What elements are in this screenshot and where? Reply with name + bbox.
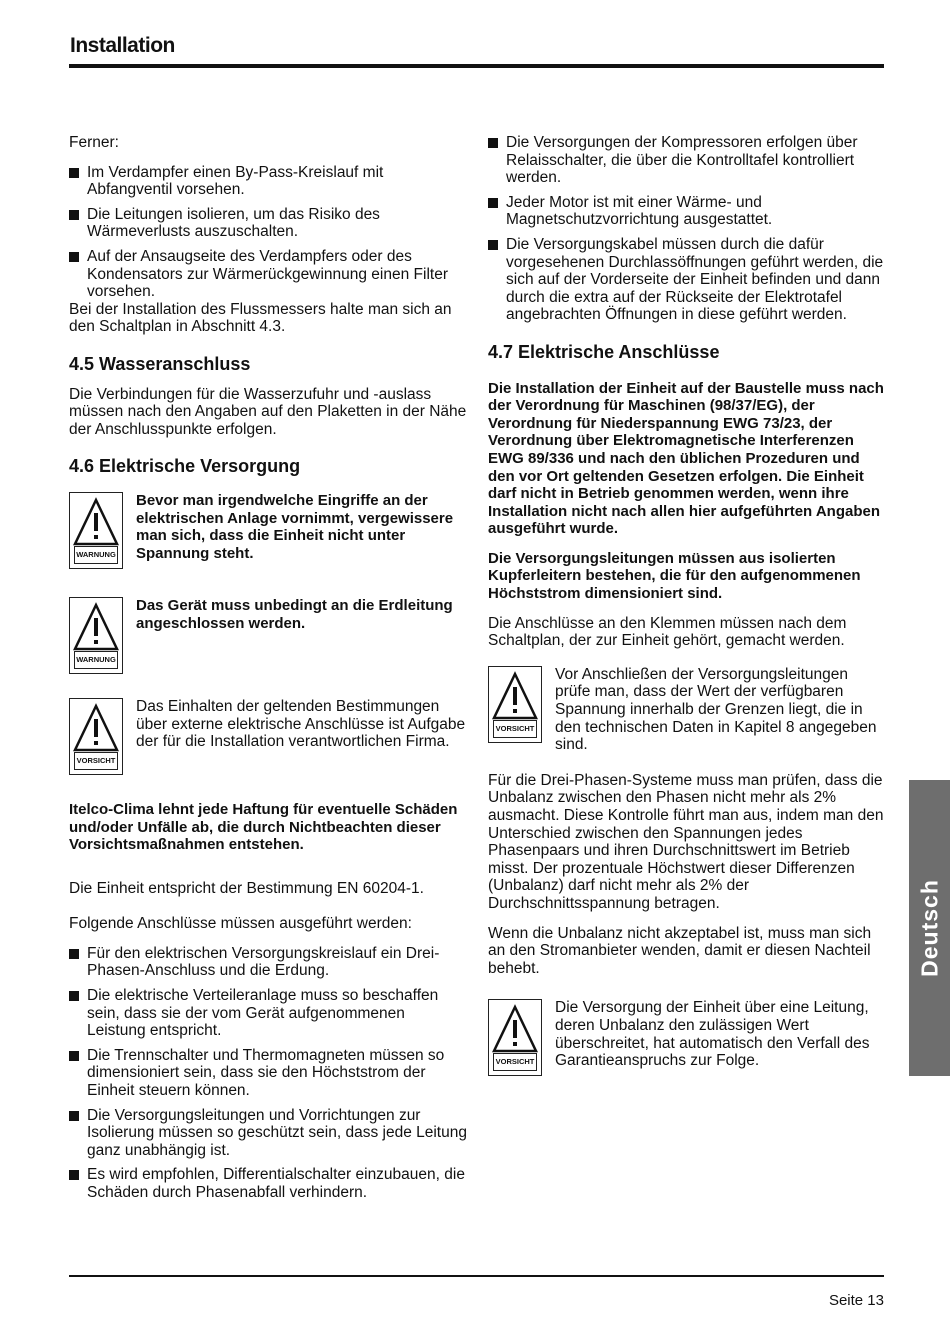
installation-regulations-text: Die Installation der Einheit auf der Baustelle muss nach der Verordnung für Maschinen (98/37/EG), der Verordnung für Niederspannung EWG 73/23, der Verordnung über Elektromagnetische Interferenzen EWG 89/336 und nach den üblichen Prozeduren und den vor Ort geltenden Gesetzen erfolgen. Die Einheit darf nicht in Betrieb genommen werden, wenn ihre Installation nicht nach allen hier aufgeführten Angaben ausgeführt wurde. (488, 379, 884, 538)
list-item: Es wird empfohlen, Differentialschalter einzubauen, die Schäden durch Phasenabfall verhindern. (69, 1166, 467, 1201)
caution-label: VORSICHT (493, 1053, 537, 1071)
three-phase-text: Für die Drei-Phasen-Systeme muss man prüfen, dass die Unbalanz zwischen den Phasen nicht mehr als 2% ausmacht. Diese Kontrolle führt man aus, indem man den Unterschied zwischen den Spannungen jedes Phasenpaars und ihren Durchschnittswert im Betrieb misst. Der prozentuale Höchstwert dieser Differenzen (Unbalanz) darf nicht mehr als 2% der Durchschnittsspannung betragen. (488, 771, 884, 912)
language-side-tab (909, 780, 950, 1076)
list-item: Auf der Ansaugseite des Verdampfers oder des Kondensators zur Wärmerückgewinnung einen Filter vorsehen. (69, 248, 467, 301)
list-item: Jeder Motor ist mit einer Wärme- und Magnetschutzvorrichtung ausgestattet. (488, 194, 885, 229)
caution-triangle-icon (69, 698, 123, 775)
footer-rule (69, 1275, 884, 1277)
caution-triangle-icon (488, 666, 542, 743)
caution-block (488, 666, 885, 754)
connections-intro: Folgende Anschlüsse müssen ausgeführt werden: (69, 915, 412, 933)
intro-text: Ferner: (69, 134, 119, 151)
liability-text: Itelco-Clima lehnt jede Haftung für eventuelle Schäden und/oder Unfälle ab, die durch Nichtbeachten dieser Vorsichtsmaßnahmen entstehen. (69, 800, 458, 854)
page-number: Seite 13 (828, 1292, 884, 1309)
unbalance-text: Wenn die Unbalanz nicht akzeptabel ist, muss man sich an den Stromanbieter wenden, damit er diesen Nachteil behebt. (488, 924, 872, 977)
caution-label: VORSICHT (74, 752, 118, 770)
caution-text: Vor Anschließen der Versorgungsleitungen prüfe man, dass der Wert der verfügbaren Spannung innerhalb der Grenzen liegt, die in den technischen Daten in Kapitel 8 angegeben sind. (555, 665, 877, 754)
warning-text: Das Gerät muss unbedingt an die Erdleitung angeschlossen werden. (136, 596, 453, 632)
terminals-text: Die Anschlüsse an den Klemmen müssen nach dem Schaltplan, der zur Einheit gehört, gemacht werden. (488, 614, 847, 650)
connections-list (69, 945, 467, 1202)
header-rule (69, 64, 884, 68)
standard-text: Die Einheit entspricht der Bestimmung EN 60204-1. (69, 879, 424, 897)
list-item: Die Versorgungsleitungen und Vorrichtungen zur Isolierung müssen so geschützt sein, dass jede Leitung ganz unabhängig ist. (69, 1107, 467, 1160)
caution-text: Die Versorgung der Einheit über eine Leitung, deren Unbalanz den zulässigen Wert überschreitet, hat automatisch den Verfall des Garantieanspruchs zur Folge. (555, 999, 870, 1070)
list-item: Die elektrische Verteileranlage muss so beschaffen sein, dass sie der vom Gerät aufgenommenen Leistung entspricht. (69, 987, 467, 1040)
intro-list (69, 164, 467, 301)
list-item: Für den elektrischen Versorgungskreislauf ein Drei-Phasen-Anschluss und die Erdung. (69, 945, 467, 980)
list-item: Die Versorgungskabel müssen durch die dafür vorgesehenen Durchlassöffnungen geführt werden, die sich auf der Vorderseite der Einheit befinden und dann durch die extra auf der Rückseite der Elektrotafel angebrachten Öffnungen in diese geführt werden. (488, 236, 885, 324)
caution-block (69, 698, 467, 775)
section-heading-4-5: 4.5 Wasseranschluss (69, 353, 251, 374)
warning-text: Bevor man irgendwelche Eingriffe an der elektrischen Anlage vornimmt, vergewissere man sich, dass die Einheit nicht unter Spannung steht. (136, 491, 454, 562)
warning-label: WARNUNG (74, 546, 118, 564)
section-heading-4-7: 4.7 Elektrische Anschlüsse (488, 341, 720, 362)
warning-triangle-icon (69, 492, 123, 569)
left-column (69, 134, 467, 1212)
caution-triangle-icon (488, 999, 542, 1076)
caution-text: Das Einhalten der geltenden Bestimmungen über externe elektrische Anschlüsse ist Aufgabe der für die Installation verantwortlichen Firma. (136, 697, 466, 751)
water-connection-text: Die Verbindungen für die Wasserzufuhr und -auslass müssen nach den Angaben auf den Plaketten in der Nähe der Anschlusspunkte erfolgen. (69, 385, 467, 438)
warning-block (69, 597, 467, 674)
list-item: Die Versorgungen der Kompressoren erfolgen über Relaisschalter, die über die Kontrolltafel kontrolliert werden. (488, 134, 885, 187)
caution-label: VORSICHT (493, 720, 537, 738)
list-item: Die Trennschalter und Thermomagneten müssen so dimensioniert sein, dass sie den Höchststrom der Einheit steuern können. (69, 1047, 467, 1100)
list-item: Die Leitungen isolieren, um das Risiko des Wärmeverlusts auszuschalten. (69, 206, 467, 241)
list-item: Im Verdampfer einen By-Pass-Kreislauf mit Abfangventil vorsehen. (69, 164, 467, 199)
supply-lines-text: Die Versorgungsleitungen müssen aus isolierten Kupferleitern bestehen, die für den aufgenommenen Höchststrom dimensioniert sind. (488, 549, 861, 603)
section-heading-4-6: 4.6 Elektrische Versorgung (69, 456, 301, 477)
warning-block (69, 492, 467, 569)
flow-note: Bei der Installation des Flussmessers halte man sich an den Schaltplan in Abschnitt 4.3. (69, 300, 452, 336)
supply-list (488, 134, 885, 324)
warning-label: WARNUNG (74, 651, 118, 669)
language-label: Deutsch (916, 879, 942, 977)
caution-block (488, 999, 885, 1076)
right-column (488, 134, 885, 1094)
page-header-title: Installation (70, 34, 175, 57)
warning-triangle-icon (69, 597, 123, 674)
